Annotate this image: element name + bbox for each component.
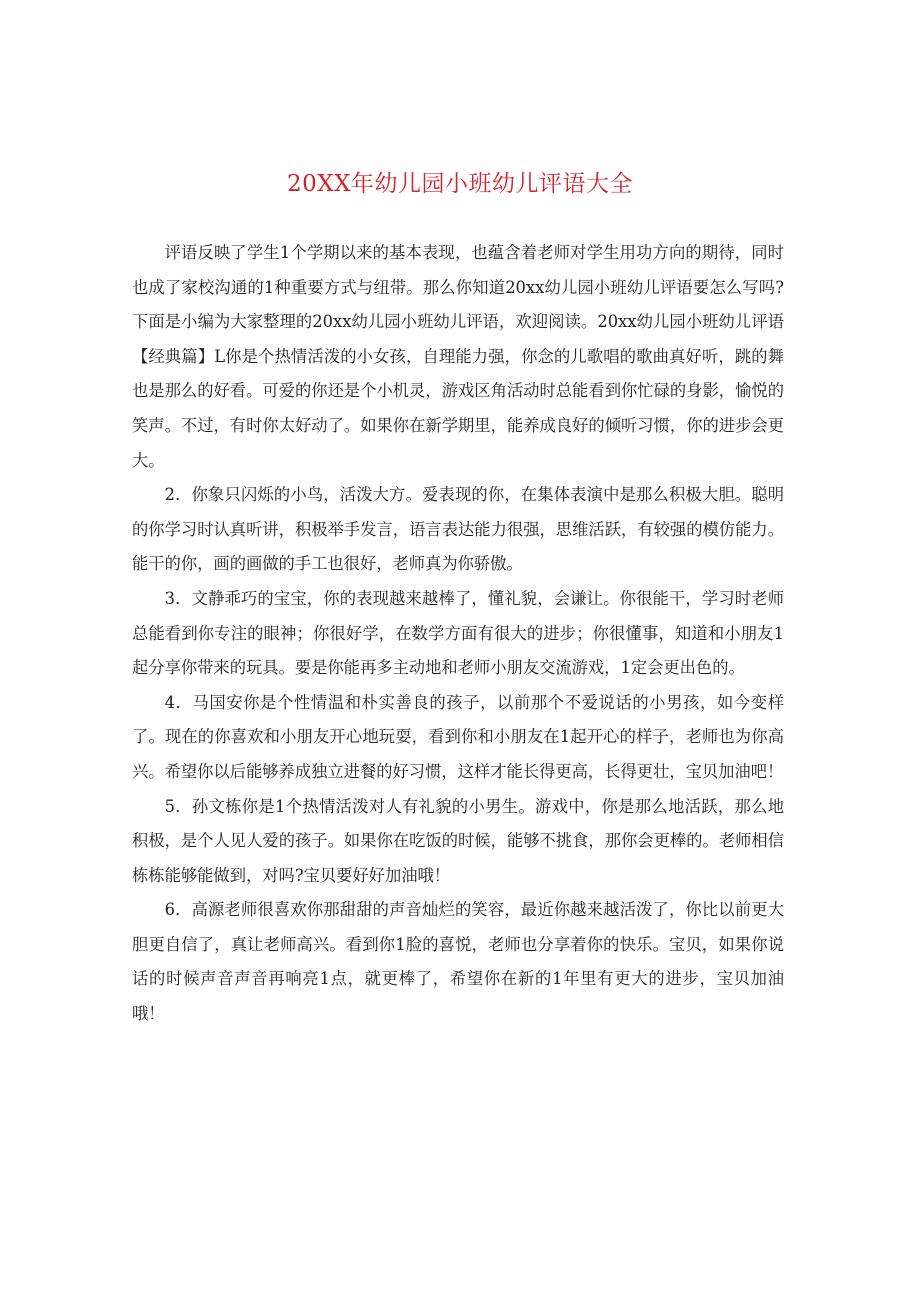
paragraph-6: 6．高源老师很喜欢你那甜甜的声音灿烂的笑容，最近你越来越活泼了，你比以前更大胆更自信了，真让老师高兴。看到你1脸的喜悦，老师也分享着你的快乐。宝贝，如果你说话的时候声音声音再响亮1点，就更棒了，希望你在新的1年里有更大的进步，宝贝加油哦！: [132, 900, 784, 1024]
paragraph-2: 2．你象只闪烁的小鸟，活泼大方。爱表现的你，在集体表演中是那么积极大胆。聪明的你学习时认真听讲，积极举手发言，语言表达能力很强，思维活跃，有较强的模仿能力。能干的你，画的画做的手工也很好，老师真为你骄傲。: [132, 485, 784, 574]
document-title: 20XX年幼儿园小班幼儿评语大全: [286, 171, 633, 197]
paragraph-5: 5．孙文栋你是1个热情活泼对人有礼貌的小男生。游戏中，你是那么地活跃，那么地积极，是个人见人爱的孩子。如果你在吃饭的时候，能够不挑食，那你会更棒的。老师相信栋栋能够能做到，对吗?宝贝要好好加油哦！: [132, 796, 784, 885]
document-body: [132, 236, 784, 1032]
paragraph-intro: 评语反映了学生1个学期以来的基本表现，也蕴含着老师对学生用功方向的期待，同时也成了家校沟通的1种重要方式与纽带。那么你知道20xx幼儿园小班幼儿评语要怎么写吗?下面是小编为大家整理的20xx幼儿园小班幼儿评语，欢迎阅读。20xx幼儿园小班幼儿评语【经典篇】L你是个热情活泼的小女孩，自理能力强，你念的儿歌唱的歌曲真好听，跳的舞也是那么的好看。可爱的你还是个小机灵，游戏区角活动时总能看到你忙碌的身影，愉悦的笑声。不过，有时你太好动了。如果你在新学期里，能养成良好的倾听习惯，你的进步会更大。: [132, 243, 784, 470]
paragraph-4: 4．马国安你是个性情温和朴实善良的孩子，以前那个不爱说话的小男孩，如今变样了。现在的你喜欢和小朋友开心地玩耍，看到你和小朋友在1起开心的样子，老师也为你高兴。希望你以后能够养成独立进餐的好习惯，这样才能长得更高，长得更壮，宝贝加油吧！: [132, 692, 784, 781]
paragraph-3: 3．文静乖巧的宝宝，你的表现越来越棒了，懂礼貌，会谦让。你很能干，学习时老师总能看到你专注的眼神；你很好学，在数学方面有很大的进步；你很懂事，知道和小朋友1起分享你带来的玩具。要是你能再多主动地和老师小朋友交流游戏，1定会更出色的。: [132, 588, 784, 678]
